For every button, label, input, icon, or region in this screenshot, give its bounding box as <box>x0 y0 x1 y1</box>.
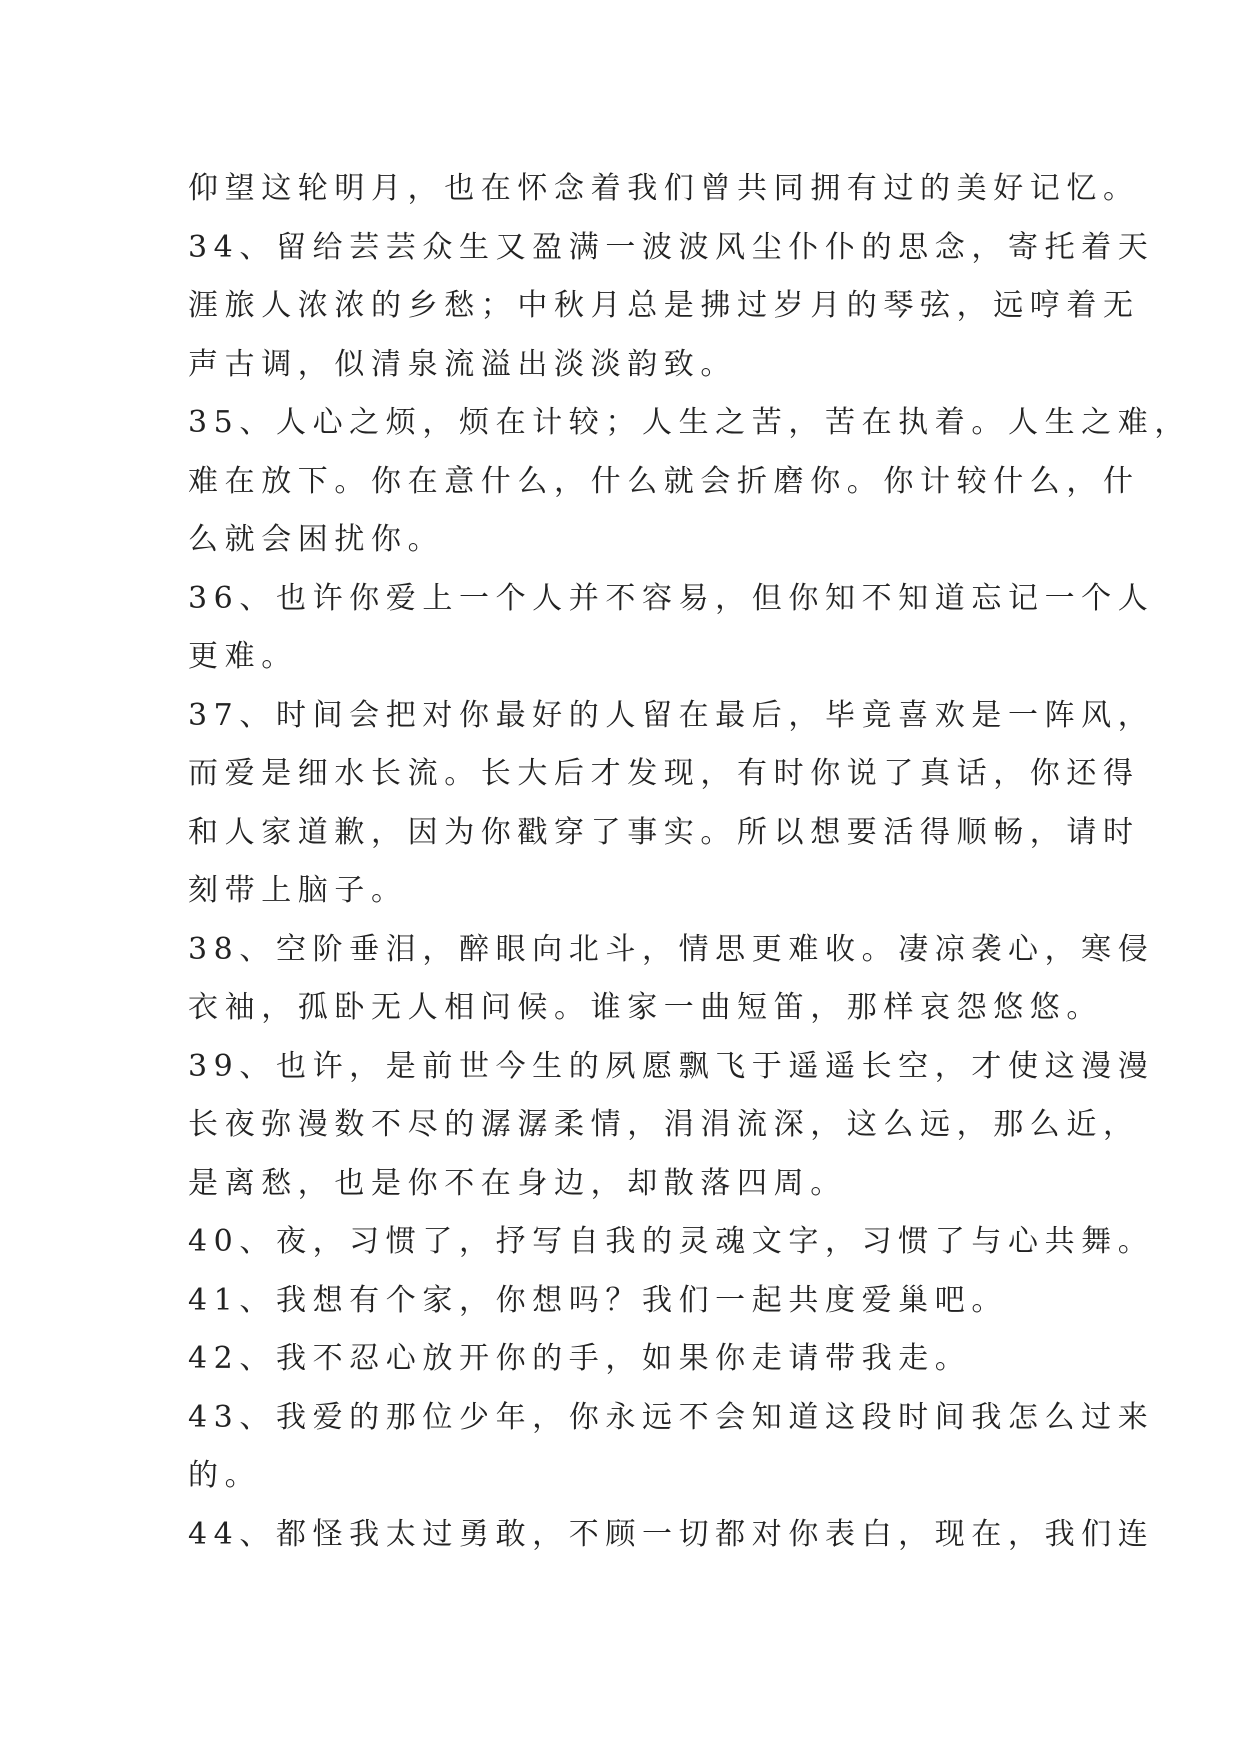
text-line: 仰望这轮明月，也在怀念着我们曾共同拥有过的美好记忆。 <box>188 171 1140 206</box>
text-line: 38、空阶垂泪，醉眼向北斗，情思更难收。凄凉袭心，寒侵 <box>188 931 1155 967</box>
text-line: 和人家道歉，因为你戳穿了事实。所以想要活得顺畅，请时 <box>188 814 1140 850</box>
text-line: 难在放下。你在意什么，什么就会折磨你。你计较什么，什 <box>188 463 1140 499</box>
text-line: 40、夜，习惯了，抒写自我的灵魂文字，习惯了与心共舞。 <box>188 1224 1155 1259</box>
text-line: 41、我想有个家，你想吗？我们一起共度爱巢吧。 <box>188 1282 1008 1318</box>
text-line: 42、我不忍心放开你的手，如果你走请带我走。 <box>188 1341 972 1376</box>
text-line: 么就会困扰你。 <box>188 522 445 557</box>
text-line: 35、人心之烦，烦在计较；人生之苦，苦在执着。人生之难， <box>188 405 1191 440</box>
text-line: 43、我爱的那位少年，你永远不会知道这段时间我怎么过来 <box>188 1399 1155 1435</box>
text-line: 涯旅人浓浓的乡愁；中秋月总是拂过岁月的琴弦，远哼着无 <box>188 288 1140 323</box>
text-line: 34、留给芸芸众生又盈满一波波风尘仆仆的思念，寄托着天 <box>188 229 1155 265</box>
document-body <box>188 160 1191 1564</box>
text-line: 是离愁，也是你不在身边，却散落四周。 <box>188 1165 847 1201</box>
text-line: 44、都怪我太过勇敢，不顾一切都对你表白，现在，我们连 <box>188 1516 1155 1552</box>
text-line: 而爱是细水长流。长大后才发现，有时你说了真话，你还得 <box>188 756 1140 791</box>
text-line: 39、也许，是前世今生的夙愿飘飞于遥遥长空，才使这漫漫 <box>188 1048 1155 1084</box>
text-line: 衣袖，孤卧无人相问候。谁家一曲短笛，那样哀怨悠悠。 <box>188 990 1103 1025</box>
text-line: 更难。 <box>188 639 298 674</box>
text-line: 声古调，似清泉流溢出淡淡韵致。 <box>188 346 737 382</box>
text-line: 的。 <box>188 1458 262 1493</box>
text-line: 37、时间会把对你最好的人留在最后，毕竟喜欢是一阵风， <box>188 697 1155 733</box>
text-line: 36、也许你爱上一个人并不容易，但你知不知道忘记一个人 <box>188 580 1155 616</box>
text-line: 刻带上脑子。 <box>188 873 408 908</box>
text-line: 长夜弥漫数不尽的潺潺柔情，涓涓流深，这么远，那么近， <box>188 1107 1140 1142</box>
